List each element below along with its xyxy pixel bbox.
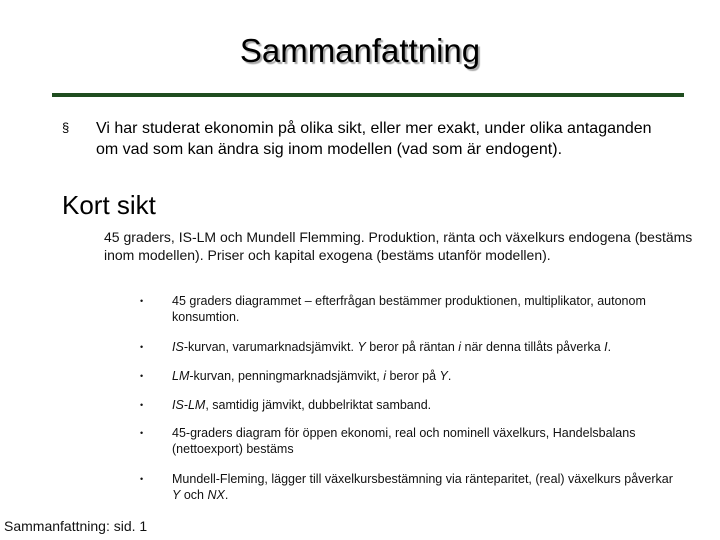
list-item-text: LM-kurvan, penningmarknadsjämvikt, i beror på Y. — [172, 369, 452, 383]
title-rule — [52, 93, 684, 97]
section-paragraph: 45 graders, IS-LM och Mundell Flemming. Produktion, ränta och växelkurs endogena (bestäms inom modellen). Priser och kapital exogena (bestäms utanför modellen). — [104, 229, 693, 263]
bullet-dot-icon: • — [140, 400, 144, 410]
section-heading: Kort sikt — [62, 190, 156, 220]
bullet-dot-icon: • — [140, 296, 144, 306]
bullet-dot-icon: • — [140, 342, 144, 352]
slide-title: Sammanfattning — [239, 32, 481, 69]
list-item-text: IS-kurvan, varumarknadsjämvikt. Y beror på räntan i när denna tillåts påverka I. — [172, 340, 612, 354]
list-item-text: IS-LM, samtidig jämvikt, dubbelriktat samband. — [172, 398, 432, 412]
list-item-text: Mundell-Fleming, lägger till växelkursbestämning via ränteparitet, (real) växelkurs påverkar Y och NX. — [172, 472, 673, 502]
intro-text: Vi har studerat ekonomin på olika sikt, eller mer exakt, under olika antaganden om vad som kan ändra sig inom modellen (vad som är endogent). — [96, 120, 652, 158]
list-item-text: 45-graders diagram för öppen ekonomi, real och nominell växelkurs, Handelsbalans (nettoexport) bestäms — [172, 426, 636, 456]
slide-footer: Sammanfattning: sid. 1 — [4, 518, 148, 534]
bullet-dot-icon: • — [140, 474, 144, 484]
intro-bullet-icon: § — [62, 120, 70, 135]
bullet-dot-icon: • — [140, 371, 144, 381]
bullet-dot-icon: • — [140, 428, 144, 438]
list-item-text: 45 graders diagrammet – efterfrågan bestämmer produktionen, multiplikator, autonom konsumtion. — [172, 294, 646, 324]
